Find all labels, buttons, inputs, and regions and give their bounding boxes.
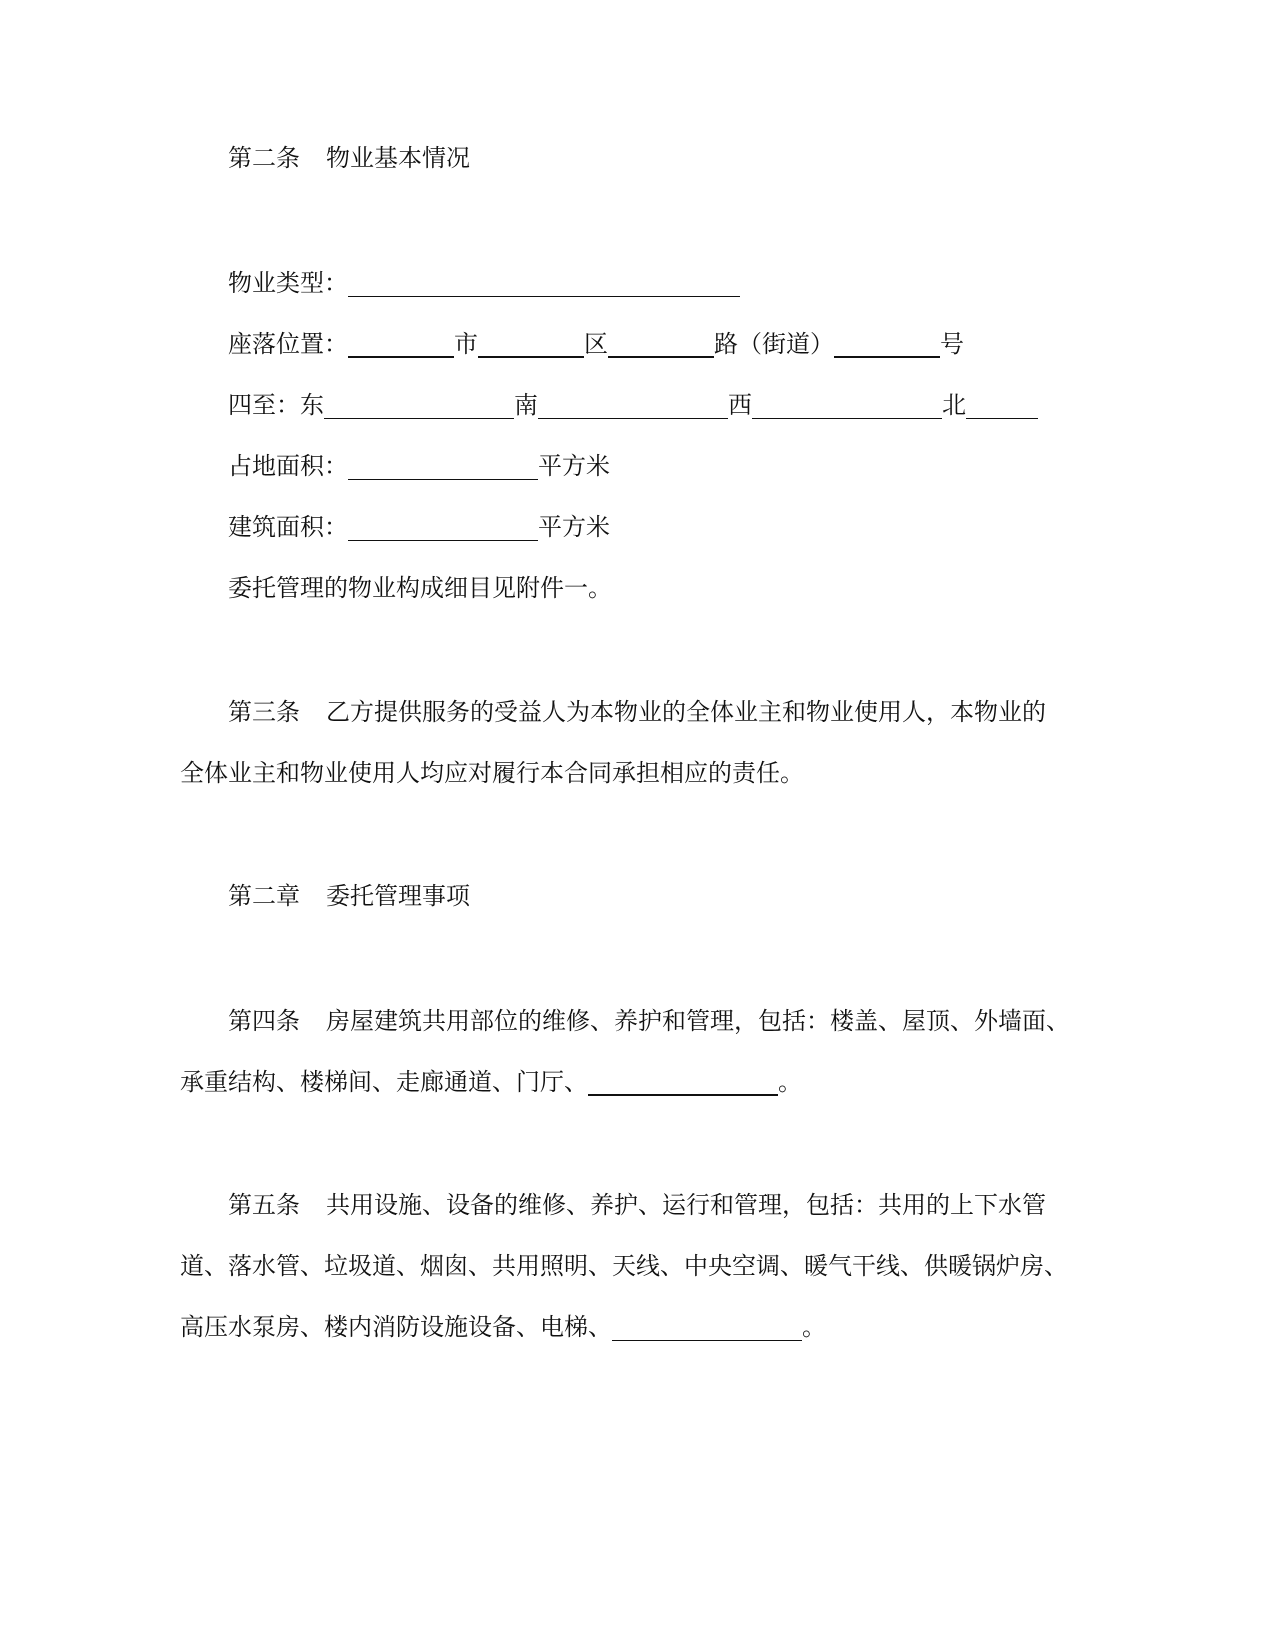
article-3-text-1: 乙方提供服务的受益人为本物业的全体业主和物业使用人，本物业的 <box>326 698 1046 726</box>
article-2-heading-line <box>228 143 470 173</box>
land-area-label: 占地面积： <box>228 452 348 480</box>
article-4-line-1 <box>228 1006 1070 1036</box>
number-blank[interactable] <box>834 334 940 358</box>
article-5-end: 。 <box>802 1313 826 1341</box>
article-5-text-1: 共用设施、设备的维修、养护、运行和管理，包括：共用的上下水管 <box>326 1191 1046 1219</box>
east-label: 东 <box>300 391 324 419</box>
article-4-text-2: 承重结构、楼梯间、走廊通道、门厅、 <box>180 1068 588 1096</box>
article-4-line-2 <box>180 1067 802 1097</box>
building-area-line <box>228 512 610 542</box>
west-label: 西 <box>728 391 752 419</box>
land-area-line <box>228 451 610 481</box>
location-label: 座落位置： <box>228 330 348 358</box>
detail-note: 委托管理的物业构成细目见附件一。 <box>228 574 612 602</box>
chapter-2-number: 第二章 <box>228 882 300 910</box>
road-suffix: 路（街道） <box>714 330 834 358</box>
road-blank[interactable] <box>608 334 714 358</box>
land-area-blank[interactable] <box>348 457 538 480</box>
district-blank[interactable] <box>478 334 584 358</box>
west-blank[interactable] <box>752 396 942 419</box>
property-type-blank[interactable] <box>348 274 740 297</box>
article-5-blank[interactable] <box>612 1318 802 1341</box>
article-4-number: 第四条 <box>228 1007 300 1035</box>
property-type-line <box>228 268 740 298</box>
boundaries-label: 四至： <box>228 391 300 419</box>
building-area-label: 建筑面积： <box>228 513 348 541</box>
article-3-line-2: 全体业主和物业使用人均应对履行本合同承担相应的责任。 <box>180 759 804 787</box>
article-5-line-1 <box>228 1190 1046 1220</box>
city-suffix: 市 <box>454 330 478 358</box>
article-4-end: 。 <box>778 1068 802 1096</box>
article-4-text-1: 房屋建筑共用部位的维修、养护和管理，包括：楼盖、屋顶、外墙面、 <box>326 1007 1070 1035</box>
land-area-unit: 平方米 <box>538 452 610 480</box>
article-5-text-3: 高压水泵房、楼内消防设施设备、电梯、 <box>180 1313 612 1341</box>
article-5-line-3 <box>180 1312 826 1342</box>
article-2-title: 物业基本情况 <box>326 144 470 172</box>
article-3-line-1 <box>228 697 1046 727</box>
building-area-blank[interactable] <box>348 518 538 541</box>
building-area-unit: 平方米 <box>538 513 610 541</box>
number-suffix: 号 <box>940 330 964 358</box>
north-label: 北 <box>942 391 966 419</box>
chapter-2-title: 委托管理事项 <box>326 882 470 910</box>
article-5-line-2: 道、落水管、垃圾道、烟囱、共用照明、天线、中央空调、暖气干线、供暖锅炉房、 <box>180 1252 1068 1280</box>
article-4-blank[interactable] <box>588 1072 778 1096</box>
east-blank[interactable] <box>324 396 514 419</box>
south-blank[interactable] <box>538 396 728 419</box>
article-2-number: 第二条 <box>228 144 300 172</box>
city-blank[interactable] <box>348 334 454 358</box>
article-3-number: 第三条 <box>228 698 300 726</box>
district-suffix: 区 <box>584 330 608 358</box>
chapter-2-heading-line <box>228 881 470 911</box>
south-label: 南 <box>514 391 538 419</box>
article-5-number: 第五条 <box>228 1191 300 1219</box>
north-blank[interactable] <box>966 396 1038 419</box>
location-line <box>228 329 964 359</box>
property-type-label: 物业类型： <box>228 269 348 297</box>
boundaries-line <box>228 390 1038 420</box>
